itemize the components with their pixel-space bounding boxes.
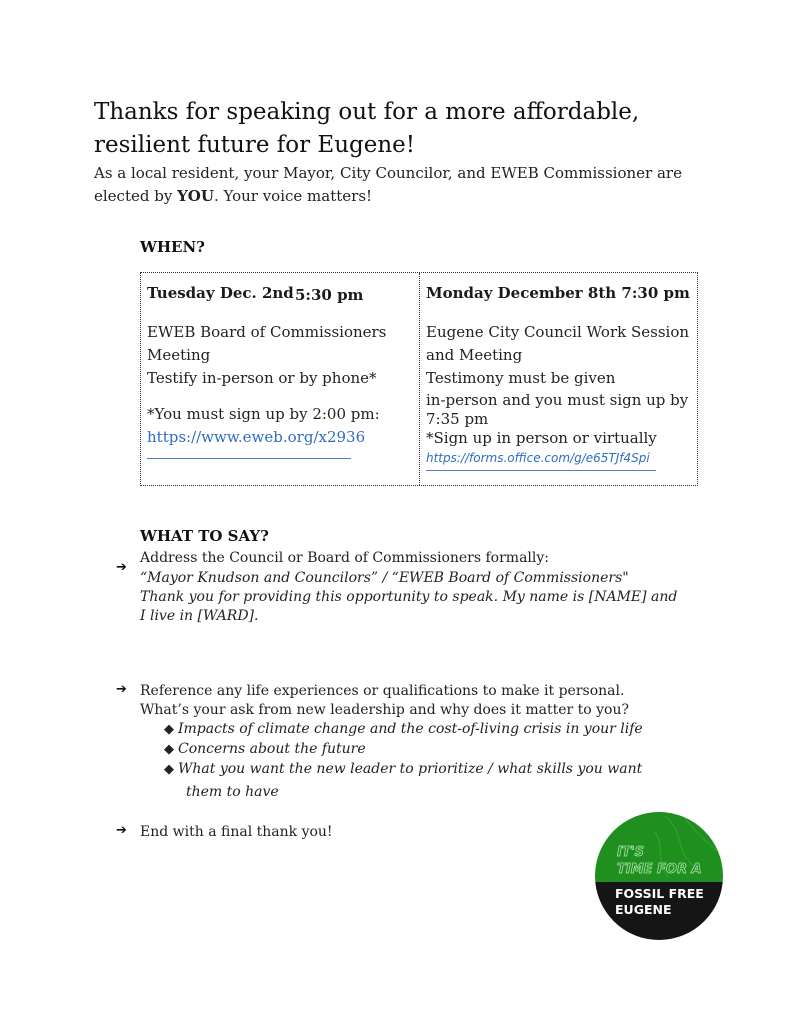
- intro-line-2: [94, 185, 734, 208]
- diamond-bullet-icon: ◆: [164, 762, 174, 777]
- intro-text: [94, 162, 734, 208]
- item1-line-4: I live in [WARD].: [140, 608, 259, 624]
- arrow-icon: ➔: [116, 560, 127, 575]
- eweb-link-underline: [147, 458, 351, 459]
- eweb-line-1: EWEB Board of Commissioners: [147, 323, 387, 341]
- bullet-text: What you want the new leader to prioritize / what skills you want: [178, 761, 643, 777]
- council-signup: [426, 391, 688, 448]
- intro-prefix: elected by: [94, 187, 178, 205]
- eweb-details: [147, 321, 386, 390]
- council-meeting-cell: [420, 273, 697, 485]
- logo-line-2: TIME FOR A: [617, 862, 702, 877]
- what-heading: WHAT TO SAY?: [140, 527, 269, 545]
- diamond-bullet-icon: ◆: [164, 742, 174, 757]
- council-line-4: in-person and you must sign up by: [426, 391, 689, 409]
- arrow-icon: ➔: [116, 823, 127, 838]
- council-signup-note: *Sign up in person or virtually: [426, 429, 657, 447]
- council-details: [426, 321, 689, 390]
- bullet-item: [164, 759, 642, 780]
- item1-line-2: “Mayor Knudson and Councilors” / “EWEB Board of Commissioners": [140, 570, 629, 586]
- bullet-text: Impacts of climate change and the cost-of-living crisis in your life: [178, 721, 643, 737]
- item2-line-1: Reference any life experiences or qualifications to make it personal.: [140, 683, 625, 699]
- item1-line-1: Address the Council or Board of Commissioners formally:: [140, 550, 550, 566]
- item1-line-3: Thank you for providing this opportunity to speak. My name is [NAME] and: [140, 589, 678, 605]
- bullet-continuation: them to have: [186, 784, 279, 800]
- eweb-time: 5:30 pm: [295, 286, 364, 304]
- council-line-5: 7:35 pm: [426, 410, 489, 428]
- council-line-2: and Meeting: [426, 346, 523, 364]
- bullet-item: [164, 739, 366, 760]
- logo-line-1: IT'S: [617, 845, 645, 860]
- council-link-underline: [426, 470, 656, 471]
- bullet-text: Concerns about the future: [178, 741, 366, 757]
- eweb-meeting-cell: [141, 273, 420, 485]
- arrow-icon: ➔: [116, 682, 127, 697]
- schedule-table: [140, 272, 698, 486]
- item3-line-1: End with a final thank you!: [140, 824, 333, 840]
- eweb-line-3: Testify in-person or by phone*: [147, 369, 377, 387]
- diamond-bullet-icon: ◆: [164, 722, 174, 737]
- intro-suffix: . Your voice matters!: [213, 187, 373, 205]
- intro-bold: YOU: [177, 187, 214, 205]
- fossil-free-eugene-logo: [595, 812, 723, 940]
- eweb-signup-note: *You must sign up by 2:00 pm:: [147, 405, 380, 423]
- bullet-item: [164, 719, 643, 740]
- intro-line-1: As a local resident, your Mayor, City Councilor, and EWEB Commissioner are: [94, 164, 682, 182]
- title-line-1: Thanks for speaking out for a more affordable,: [94, 99, 640, 125]
- when-heading: WHEN?: [140, 238, 205, 256]
- eweb-signup: [147, 403, 380, 449]
- eweb-date: Tuesday Dec. 2nd: [147, 284, 294, 302]
- council-line-1: Eugene City Council Work Session: [426, 323, 690, 341]
- item2-line-2: What’s your ask from new leadership and why does it matter to you?: [140, 702, 629, 718]
- logo-line-3: FOSSIL FREE: [615, 886, 704, 901]
- eweb-signup-link[interactable]: https://www.eweb.org/x2936: [147, 428, 366, 446]
- title-line-2: resilient future for Eugene!: [94, 132, 416, 158]
- council-line-3: Testimony must be given: [426, 369, 616, 387]
- page-title: [94, 96, 734, 162]
- eweb-line-2: Meeting: [147, 346, 211, 364]
- logo-line-4: EUGENE: [615, 902, 672, 917]
- council-signup-link[interactable]: https://forms.office.com/g/e65TJf4Spi: [426, 451, 650, 465]
- council-date-time: Monday December 8th 7:30 pm: [426, 284, 690, 302]
